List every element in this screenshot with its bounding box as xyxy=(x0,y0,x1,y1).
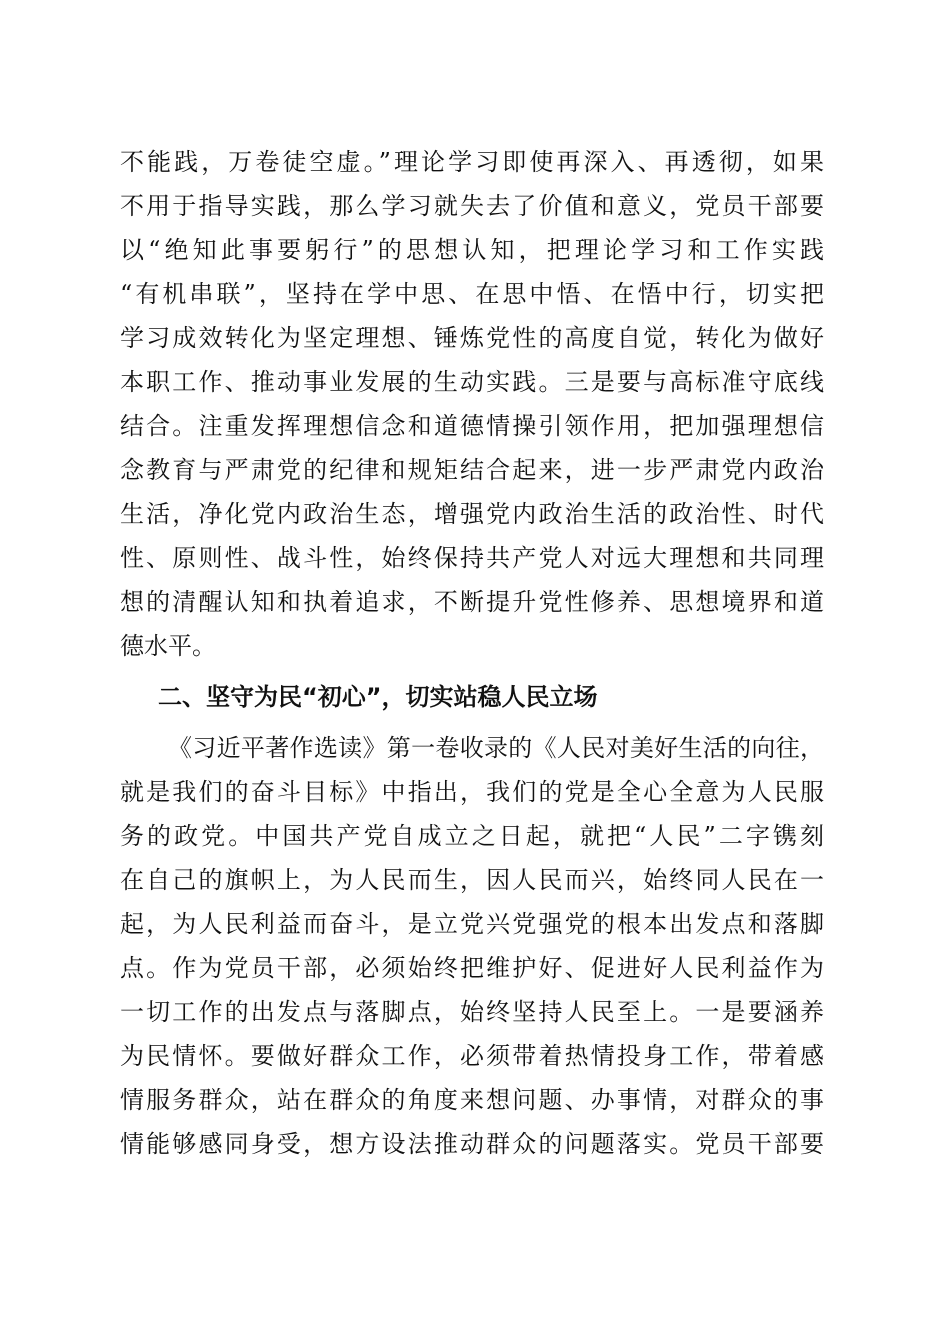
paragraph1-line-8: 念教育与严肃党的纪律和规矩结合起来，进一步严肃党内政治 xyxy=(120,456,824,484)
paragraph2-line-3: 务的政党。中国共产党自成立之日起，就把“人民”二字镌刻 xyxy=(120,822,824,850)
paragraph1-line-5: 学习成效转化为坚定理想、锤炼党性的高度自觉，转化为做好 xyxy=(120,324,824,352)
paragraph1-line-11: 想的清醒认知和执着追求，不断提升党性修养、思想境界和道 xyxy=(120,588,824,616)
paragraph1-line-3: 以“绝知此事要躬行”的思想认知，把理论学习和工作实践 xyxy=(120,236,824,264)
paragraph2-line-8: 为民情怀。要做好群众工作，必须带着热情投身工作，带着感 xyxy=(120,1042,824,1070)
paragraph1-line-6: 本职工作、推动事业发展的生动实践。三是要与高标准守底线 xyxy=(120,368,824,396)
paragraph1-line-1: 不能践，万卷徒空虚。”理论学习即使再深入、再透彻，如果 xyxy=(120,148,824,176)
paragraph1-line-2: 不用于指导实践，那么学习就失去了价值和意义，党员干部要 xyxy=(120,192,824,220)
paragraph1-line-4: “有机串联”，坚持在学中思、在思中悟、在悟中行，切实把 xyxy=(120,280,824,308)
section-heading: 二、坚守为民“初心”，切实站稳人民立场 xyxy=(158,683,598,711)
paragraph2-line-5: 起，为人民利益而奋斗，是立党兴党强党的根本出发点和落脚 xyxy=(120,910,824,938)
paragraph2-line-2: 就是我们的奋斗目标》中指出，我们的党是全心全意为人民服 xyxy=(120,778,824,806)
paragraph2-line-9: 情服务群众，站在群众的角度来想问题、办事情，对群众的事 xyxy=(120,1086,824,1114)
paragraph2-line-10: 情能够感同身受，想方设法推动群众的问题落实。党员干部要 xyxy=(120,1130,824,1158)
paragraph1-line-10: 性、原则性、战斗性，始终保持共产党人对远大理想和共同理 xyxy=(120,544,824,572)
paragraph1-line-7: 结合。注重发挥理想信念和道德情操引领作用，把加强理想信 xyxy=(120,412,824,440)
paragraph1-line-9: 生活，净化党内政治生态，增强党内政治生活的政治性、时代 xyxy=(120,500,824,528)
paragraph2-line-1: 《习近平著作选读》第一卷收录的《人民对美好生活的向往， xyxy=(168,734,824,762)
paragraph2-line-4: 在自己的旗帜上，为人民而生，因人民而兴，始终同人民在一 xyxy=(120,866,824,894)
paragraph1-line-12: 德水平。 xyxy=(120,632,216,660)
paragraph2-line-7: 一切工作的出发点与落脚点，始终坚持人民至上。一是要涵养 xyxy=(120,998,824,1026)
paragraph2-line-6: 点。作为党员干部，必须始终把维护好、促进好人民利益作为 xyxy=(120,954,824,982)
